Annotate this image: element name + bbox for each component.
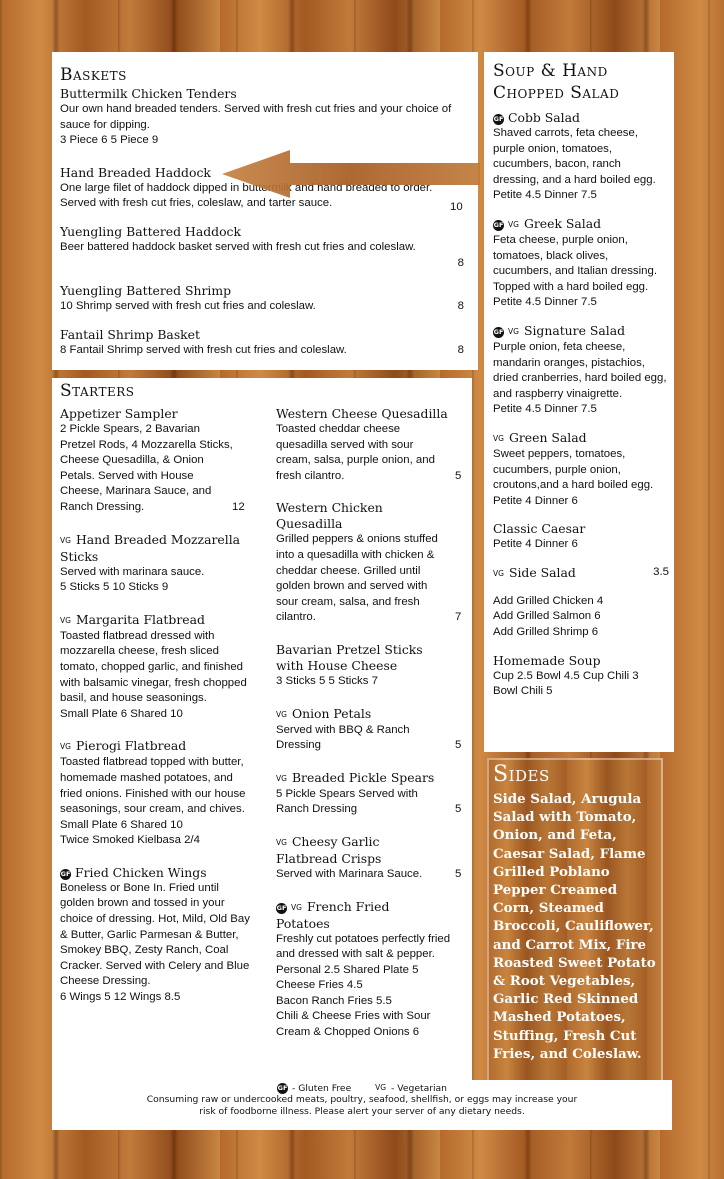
item-name: Pierogi Flatbread xyxy=(75,738,187,754)
item-price-line: Chili & Cheese Fries with Sour Cream & Chopped Onions 6 xyxy=(276,1010,431,1039)
item-name: Signature Salad xyxy=(523,322,626,338)
item-name: Buttermilk Chicken Tenders xyxy=(60,86,237,101)
disclaimer-line-1: Consuming raw or undercooked meats, poultry, seafood, shellfish, or eggs may increase your xyxy=(146,1094,578,1105)
vegetarian-label: - Vegetarian xyxy=(391,1083,447,1094)
gluten-free-icon: GF xyxy=(493,220,504,229)
gluten-free-icon: GF xyxy=(277,1084,288,1092)
item-desc: Grilled peppers & onions stuffed into a quesadilla with chicken & cheddar cheese. Grilled until golden brown and served with sour cream, salsa, and fresh cilantro. xyxy=(276,533,438,624)
item-price: Petite 4.5 Dinner 7.5 xyxy=(493,403,597,416)
item-desc: 5 Pickle Spears Served with Ranch Dressing xyxy=(276,787,418,816)
item-name: Western Chicken Quesadilla xyxy=(276,500,383,532)
salad-section xyxy=(493,60,669,700)
addon-item: Add Grilled Salmon 6 xyxy=(493,610,601,623)
item-price: 3 Piece 6 5 Piece 9 xyxy=(60,134,159,147)
menu-item xyxy=(60,86,470,149)
vegetarian-icon: VG xyxy=(60,535,71,545)
item-price: 6 Wings 5 12 Wings 8.5 xyxy=(60,991,181,1004)
item-name: Western Cheese Quesadilla xyxy=(276,406,448,421)
item-desc: 2 Pickle Spears, 2 Bavarian Pretzel Rods, 4 Mozzarella Sticks, Cheese Quesadilla, & Onion Petals. Served with House Cheese, Marinara Sauce, and Ranch Dressing. xyxy=(60,423,233,513)
item-desc: 8 Fantail Shrimp served with fresh cut fries and coleslaw. xyxy=(60,343,347,356)
item-name: Homemade Soup xyxy=(493,652,601,668)
item-desc: Toasted cheddar cheese quesadilla served with sour cream, salsa, purple onion, and fresh cilantro. xyxy=(276,423,435,482)
item-desc: Shaved carrots, feta cheese, purple onion, tomatoes, cucumbers, bacon, ranch dressing, and a hard boiled egg. xyxy=(493,127,656,186)
vegetarian-icon: VG xyxy=(493,568,504,578)
gluten-free-icon: GF xyxy=(493,115,504,123)
item-price: 8 xyxy=(457,343,464,356)
item-name: Green Salad xyxy=(508,429,587,445)
item-desc: Served with Marinara Sauce. xyxy=(276,867,423,880)
item-price: 5 xyxy=(455,867,462,880)
item-desc: Served with BBQ & Ranch Dressing xyxy=(276,723,410,752)
addon-item: Add Grilled Chicken 4 xyxy=(493,594,604,607)
menu-item xyxy=(60,283,470,315)
item-price: 12 xyxy=(232,501,245,513)
item-name: Yuengling Battered Haddock xyxy=(60,223,241,239)
item-desc: Freshly cut potatoes perfectly fried and dressed with salt & pepper. xyxy=(276,932,451,961)
item-price: 8 xyxy=(457,300,464,313)
item-extra: Twice Smoked Kielbasa 2/4 xyxy=(60,834,200,847)
item-name: Greek Salad xyxy=(523,215,602,231)
item-price: Petite 4 Dinner 6 xyxy=(493,494,578,507)
item-name: French Fried Potatoes xyxy=(276,898,390,931)
sides-panel xyxy=(487,758,663,1084)
menu-item xyxy=(276,899,464,1041)
item-price: 8 xyxy=(457,256,464,269)
gluten-free-icon: GF xyxy=(276,903,287,912)
item-price: 3 Sticks 5 5 Sticks 7 xyxy=(276,674,378,687)
item-desc: Sweet peppers, tomatoes, cucumbers, purple onion, croutons,and a hard boiled egg. xyxy=(493,447,654,492)
item-price: 10 xyxy=(450,201,463,213)
dietary-legend xyxy=(52,1082,672,1095)
item-desc: Beer battered haddock basket served with fresh cut fries and coleslaw. xyxy=(60,240,416,253)
item-name: Yuengling Battered Shrimp xyxy=(60,283,232,299)
item-desc: Feta cheese, purple onion, tomatoes, black olives, cucumbers, and Italian dressing. Topped with a hard boiled egg. xyxy=(493,233,657,293)
arrow-graphic xyxy=(222,150,480,198)
menu-item xyxy=(276,706,464,754)
menu-item xyxy=(493,323,669,418)
footer-panel xyxy=(52,1080,672,1130)
menu-item xyxy=(493,110,669,204)
item-desc: Our own hand breaded tenders. Served with fresh cut fries and your choice of sauce for dipping. xyxy=(60,103,452,131)
item-price: Small Plate 6 Shared 10 xyxy=(60,707,183,720)
item-desc: 10 Shrimp served with fresh cut fries and coleslaw. xyxy=(60,300,316,313)
menu-item xyxy=(60,327,470,359)
menu-item xyxy=(60,224,470,271)
item-price: Cup 2.5 Bowl 4.5 Cup Chili 3 xyxy=(493,669,639,682)
item-name: Cheesy Garlic Flatbread Crisps xyxy=(276,833,382,866)
gluten-free-label: - Gluten Free xyxy=(292,1083,352,1094)
addons-list xyxy=(493,594,669,641)
item-name: Side Salad xyxy=(508,564,576,580)
menu-item xyxy=(493,430,669,509)
item-name: Bavarian Pretzel Sticks with House Cheese xyxy=(276,641,423,673)
vegetarian-icon: VG xyxy=(276,709,287,719)
item-desc: One large filet of haddock dipped in buttermilk and hand breaded to order. Served with fresh cut fries, coleslaw, and tarter sauce. xyxy=(60,181,433,210)
menu-item xyxy=(276,406,464,484)
menu-item xyxy=(276,834,464,883)
item-name: Fantail Shrimp Basket xyxy=(60,326,200,342)
item-desc: Purple onion, feta cheese, mandarin oranges, pistachios, dried cranberries, hard boiled egg, and raspberry vinaigrette. xyxy=(493,340,667,400)
item-price: Petite 4 Dinner 6 xyxy=(493,538,578,551)
menu-item xyxy=(493,521,669,553)
item-price: 5 xyxy=(455,803,462,816)
soup-item xyxy=(493,653,669,700)
vegetarian-icon: VG xyxy=(291,902,302,912)
baskets-section xyxy=(60,64,470,358)
item-name: Hand Breaded Mozzarella Sticks xyxy=(60,531,241,564)
item-name: Appetizer Sampler xyxy=(60,406,178,421)
menu-item xyxy=(60,738,250,849)
disclaimer-line-2: risk of foodborne illness. Please alert your server of any dietary needs. xyxy=(199,1106,525,1117)
sides-title: Sides xyxy=(493,762,550,787)
item-name: Classic Caesar xyxy=(493,521,586,537)
sides-list: Side Salad, Arugula Salad with Tomato, Onion, and Feta, Caesar Salad, Flame Grilled Poblano Pepper Creamed Corn, Steamed Broccoli, Cauliflower, and Carrot Mix, Fire Roasted Sweet Potato & Root Vegetables, Garlic Red Skinned Mashed Potatoes, Stuffing, Fresh Cut Fries, and Coleslaw. xyxy=(493,791,656,1062)
item-price: 5 Sticks 5 10 Sticks 9 xyxy=(60,581,169,594)
gluten-free-icon: GF xyxy=(60,869,71,878)
item-price: 3.5 xyxy=(653,565,669,578)
menu-item xyxy=(276,770,464,818)
vegetarian-icon: VG xyxy=(375,1083,387,1092)
item-name: Fried Chicken Wings xyxy=(75,864,207,880)
item-price: 5 xyxy=(455,739,462,752)
starters-right-column xyxy=(276,406,464,1041)
starters-left-column xyxy=(60,380,250,1006)
item-desc: Toasted flatbread dressed with mozzarella cheese, fresh sliced tomato, chopped garlic, and finished with balsamic vinegar, fresh chopped basil, and house seasonings. xyxy=(60,629,247,705)
menu-item xyxy=(60,532,250,596)
item-name: Margarita Flatbread xyxy=(75,611,205,627)
item-price: Petite 4.5 Dinner 7.5 xyxy=(493,189,597,202)
menu-item xyxy=(493,565,669,582)
vegetarian-icon: VG xyxy=(276,773,287,783)
item-price: 5 xyxy=(455,470,462,482)
menu-item xyxy=(276,642,464,690)
item-price: Bowl Chili 5 xyxy=(493,685,553,698)
menu-item xyxy=(493,216,669,311)
item-desc: Boneless or Bone In. Fried until golden brown and tossed in your choice of dressing. Hot, Mild, Old Bay & Butter, Garlic Parmesan & Butter, Smokey BBQ, Zesty Ranch, Coal Cracker. Served with Celery and Blue Cheese Dressing. xyxy=(60,881,250,988)
item-name: Onion Petals xyxy=(291,705,372,721)
item-name: Breaded Pickle Spears xyxy=(291,769,435,785)
salad-title: Soup & Hand Chopped Salad xyxy=(493,61,620,103)
baskets-title: Baskets xyxy=(60,65,127,85)
item-price: Small Plate 6 Shared 10 xyxy=(60,818,183,831)
item-name: Hand Breaded Haddock xyxy=(60,164,211,180)
menu-item xyxy=(276,500,464,626)
menu-item xyxy=(60,612,250,723)
vegetarian-icon: VG xyxy=(60,615,71,625)
vegetarian-icon: VG xyxy=(508,219,519,229)
vegetarian-icon: VG xyxy=(60,742,71,752)
item-desc: Served with marinara sauce. xyxy=(60,565,205,578)
addon-item: Add Grilled Shrimp 6 xyxy=(493,626,599,639)
starters-title: Starters xyxy=(60,381,135,401)
item-name: Cobb Salad xyxy=(508,110,580,125)
vegetarian-icon: VG xyxy=(508,326,519,336)
menu-item xyxy=(60,865,250,1006)
item-price-line: Bacon Ranch Fries 5.5 xyxy=(276,994,392,1007)
item-price: Petite 4.5 Dinner 7.5 xyxy=(493,296,597,309)
item-price-line: Personal 2.5 Shared Plate 5 xyxy=(276,963,419,976)
item-price: 7 xyxy=(455,611,462,624)
item-price-line: Cheese Fries 4.5 xyxy=(276,979,363,992)
menu-item xyxy=(60,406,250,516)
vegetarian-icon: VG xyxy=(493,433,504,443)
gluten-free-icon: GF xyxy=(493,327,504,336)
item-desc: Toasted flatbread topped with butter, homemade mashed potatoes, and fried onions. Finished with our house seasonings, sour cream, and chives. xyxy=(60,756,246,816)
vegetarian-icon: VG xyxy=(276,837,287,847)
